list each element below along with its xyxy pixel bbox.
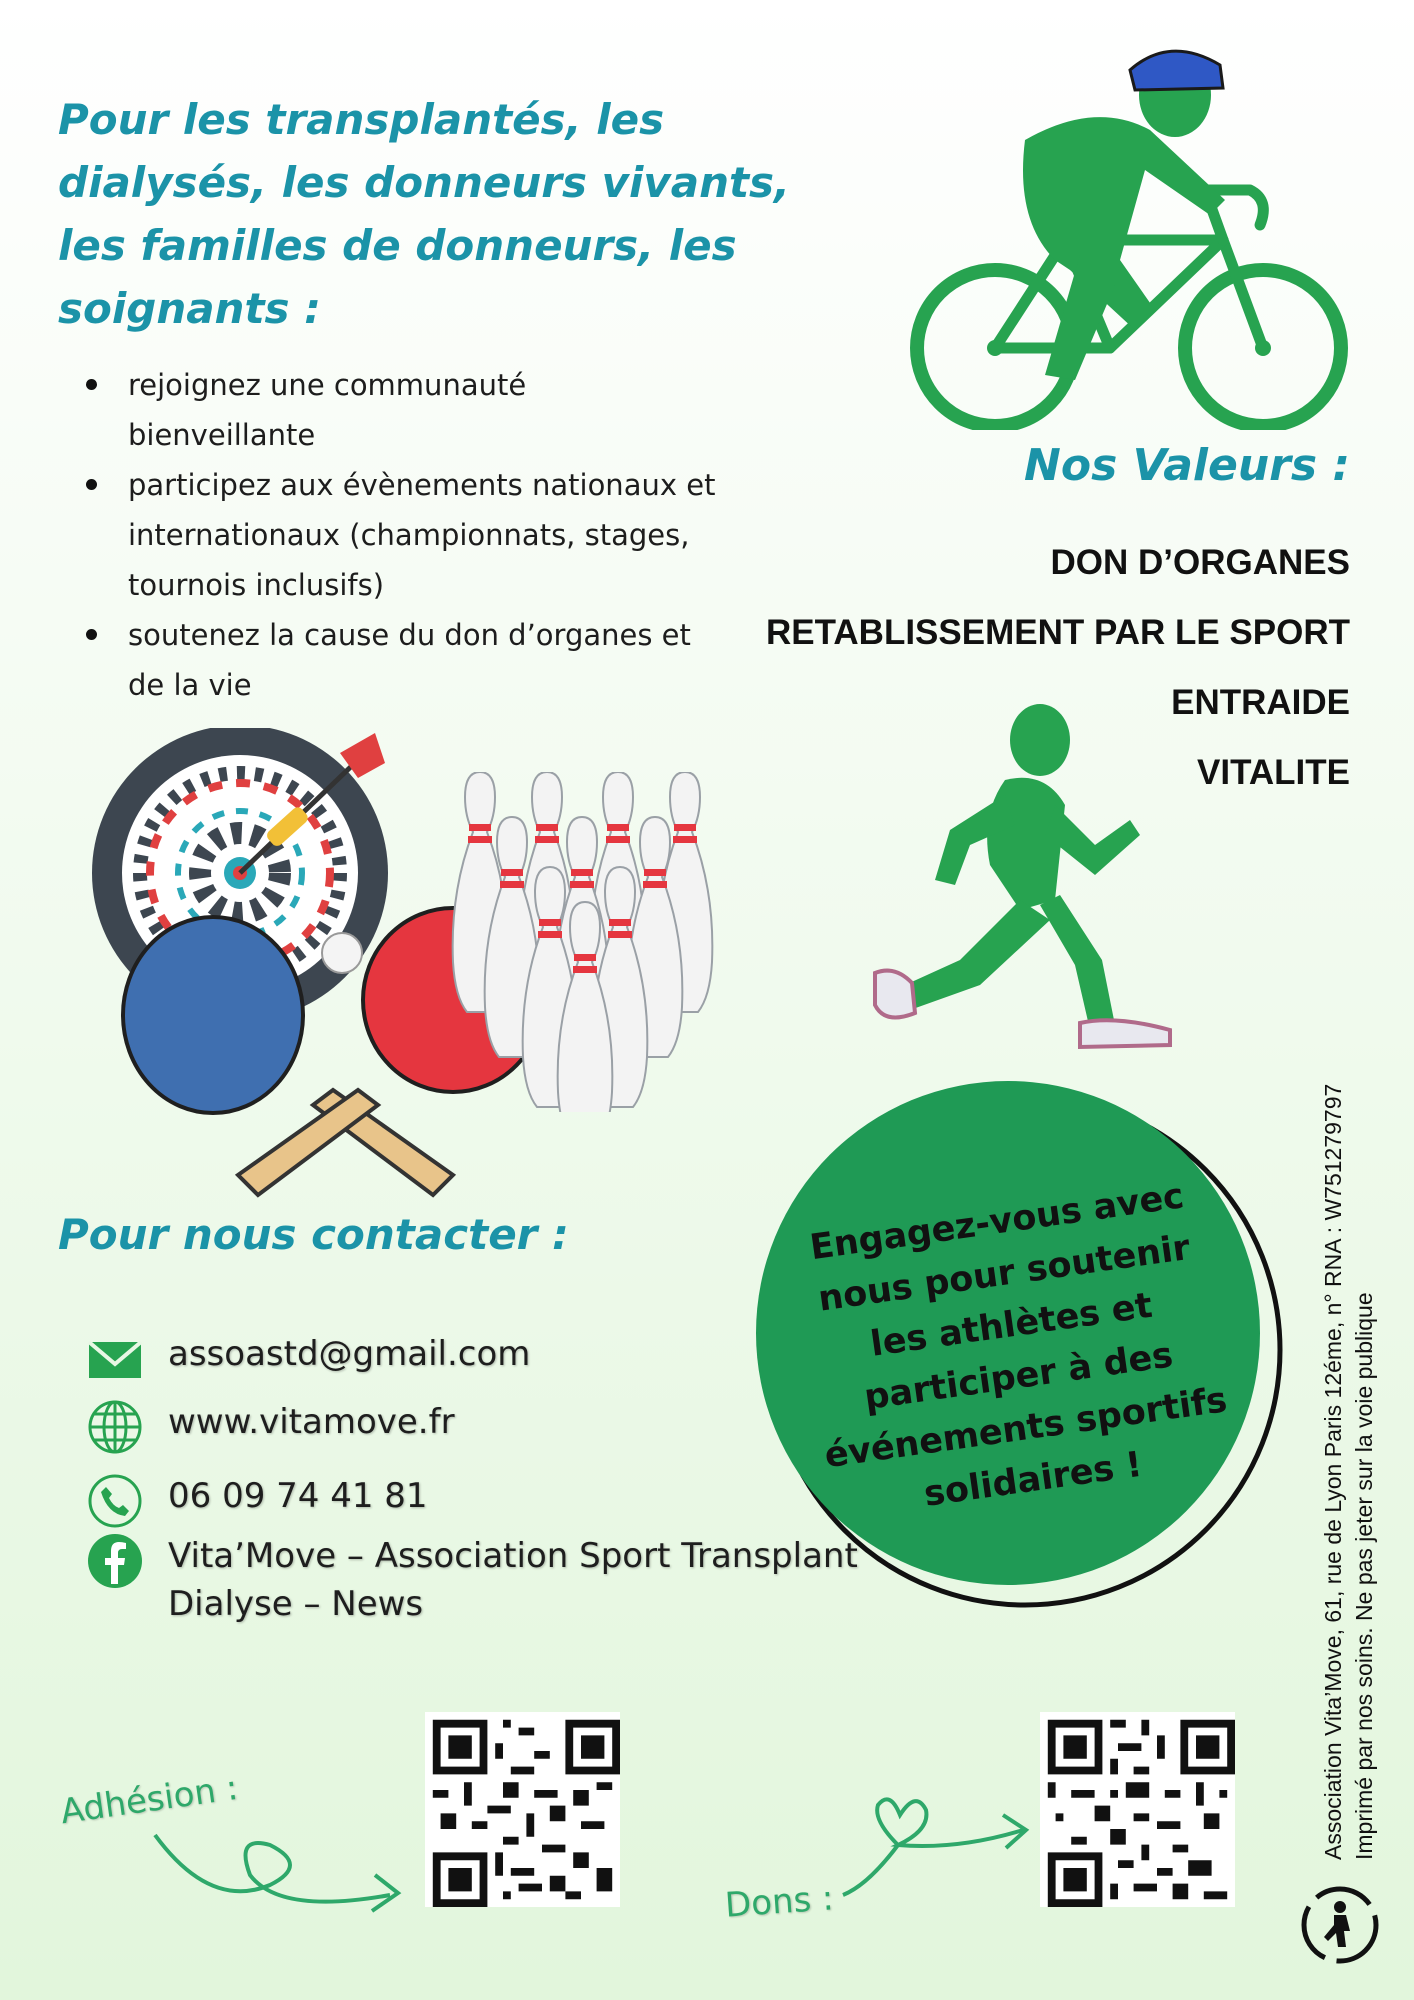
bullet-events: participez aux évènements nationaux et internationaux (championnats, stages, tournois inclusifs) [82,460,722,610]
phone-link[interactable]: 06 09 74 41 81 [168,1476,428,1516]
runner-illustration [840,695,1180,1065]
bowling-pins-illustration [425,772,735,1112]
value-vitality: VITALITE [1197,753,1350,792]
contact-email-row [86,1330,530,1388]
intro-title: Pour les transplantés, les dialysés, les donneurs vivants, les familles de donneurs, les soignants : [58,95,791,333]
bullet-community: rejoignez une communauté bienveillante [82,360,722,460]
facebook-link[interactable]: Vita’Move – Association Sport Transplant Dialyse – News [168,1536,858,1624]
intro-bullet-list [82,360,722,710]
contact-phone-row [86,1472,428,1530]
cyclist-illustration [905,30,1355,430]
legal-notice [1318,920,1380,1860]
membership-label: Adhésion : [58,1767,241,1833]
donation-qr-code[interactable] [1040,1712,1235,1907]
cta-text: Engagez-vous avec nous pour soutenir les athlètes et participer à des événements sportifs solidaires ! [807,1176,1230,1515]
website-link[interactable]: www.vitamove.fr [168,1402,455,1442]
heart-arrow-icon [838,1790,1033,1900]
value-organ-donation: DON D’ORGANES [1050,543,1350,582]
email-link[interactable]: assoastd@gmail.com [168,1334,531,1374]
facebook-icon [86,1532,144,1590]
loop-arrow-icon [150,1815,410,1925]
recycling-icon [1300,1885,1380,1965]
email-icon [86,1330,144,1388]
donation-label: Dons : [723,1878,835,1926]
contact-website-row [86,1398,455,1456]
bullet-cause: soutenez la cause du don d’organes et de la vie [82,610,722,710]
globe-icon [86,1398,144,1456]
membership-qr-code[interactable] [425,1712,620,1907]
value-recovery-through-sport: RETABLISSEMENT PAR LE SPORT [765,613,1350,652]
print-notice: Imprimé par nos soins. Ne pas jeter sur la voie publique [1351,1292,1377,1860]
value-mutual-aid: ENTRAIDE [1171,683,1350,722]
values-title: Nos Valeurs : [1024,440,1350,491]
phone-icon [86,1472,144,1530]
contact-title: Pour nous contacter : [58,1210,569,1259]
association-line: Association Vita’Move, 61, rue de Lyon Paris 12éme, n° RNA : W751279797 [1320,1083,1346,1860]
